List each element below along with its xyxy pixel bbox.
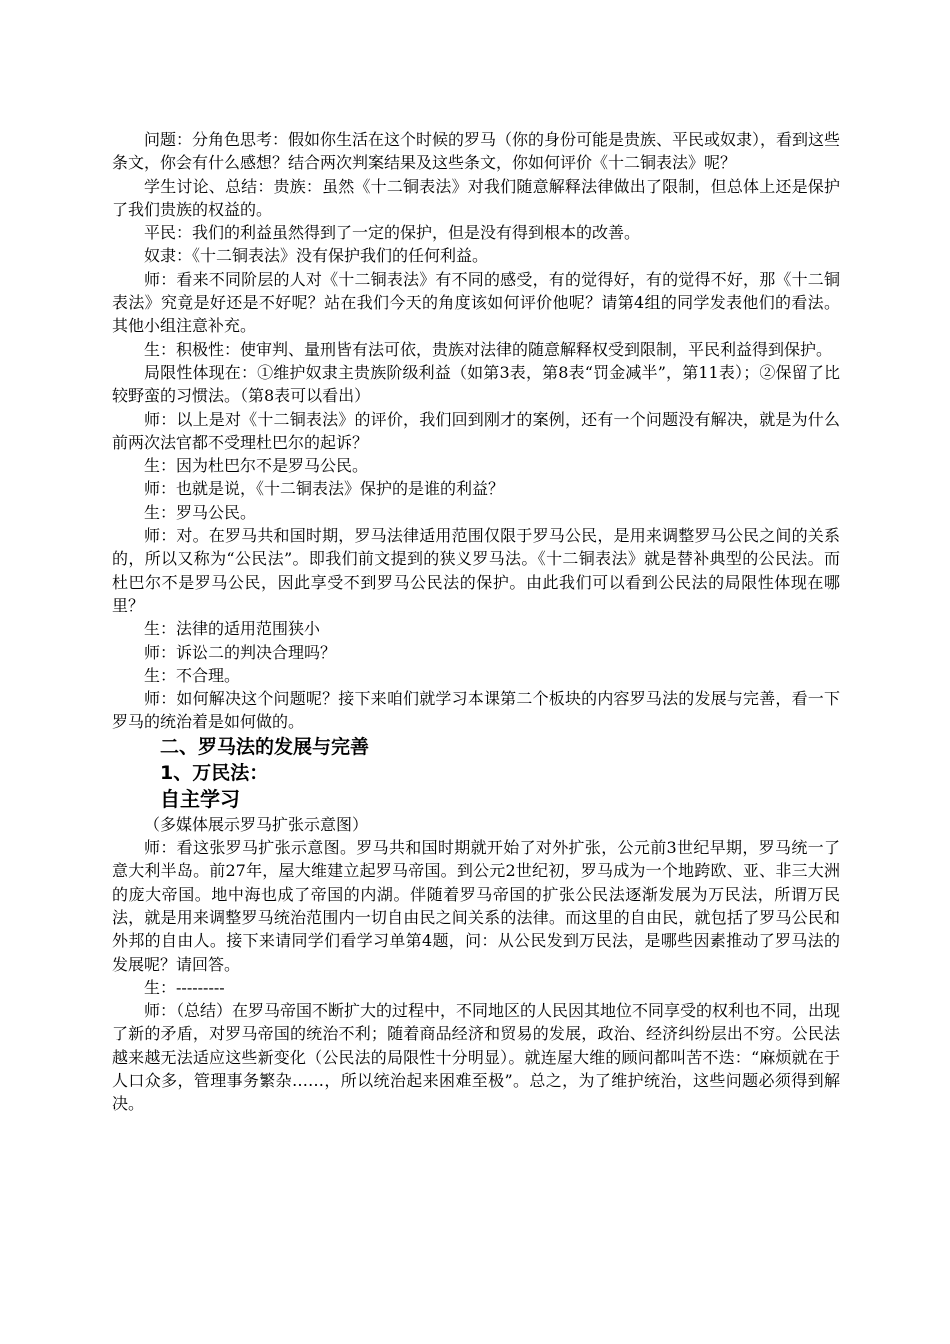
paragraph-teacher-evaluate: 师：看来不同阶层的人对《十二铜表法》有不同的感受，有的觉得好，有的觉得不好，那《十二铜表法》究竟是好还是不好呢？站在我们今天的角度该如何评价他呢？请第4组的同学发表他们的看法。其他小组注意补充。 — [112, 269, 840, 336]
paragraph-plebeian: 平民：我们的利益虽然得到了一定的保护，但是没有得到根本的改善。 — [144, 223, 641, 243]
paragraph-teacher-lawsuit: 师：诉讼二的判决合理吗？ — [144, 642, 337, 662]
paragraph-slave: 奴隶：《十二铜表法》没有保护我们的任何利益。 — [144, 246, 489, 266]
paragraph-question: 问题：分角色思考：假如你生活在这个时候的罗马（你的身份可能是贵族、平民或奴隶），看到这些条文，你会有什么感想？结合两次判案结果及这些条文，你如何评价《十二铜表法》呢？ — [112, 130, 841, 173]
paragraph-positive: 生：积极性：使审判、量刑皆有法可依，贵族对法律的随意解释权受到限制，平民利益得到保护。 — [144, 339, 833, 359]
paragraph-teacher-civil-law: 师：对。在罗马共和国时期，罗马法律适用范围仅限于罗马公民，是用来调整罗马公民之间的关系的，所以又称为“公民法”。即我们前文提到的狭义罗马法。《十二铜表法》就是替补典型的公民法。而杜巴尔不是罗马公民，因此享受不到罗马公民法的保护。由此我们可以看到公民法的局限性体现在哪里？ — [112, 526, 840, 615]
paragraph-student-roman: 生：罗马公民。 — [144, 502, 257, 522]
paragraph-student-blank: 生：--------- — [144, 977, 225, 997]
paragraph-teacher-case: 师：以上是对《十二铜表法》的评价，我们回到刚才的案例，还有一个问题没有解决，就是为什么前两次法官都不受理杜巴尔的起诉？ — [112, 409, 840, 452]
paragraph-teacher-whose: 师：也就是说，《十二铜表法》保护的是谁的利益？ — [144, 479, 505, 499]
paragraph-limitation: 局限性体现在：①维护奴隶主贵族阶级利益（如第3表，第8表“罚金减半”，第11表）；②保留了比较野蛮的习惯法。（第8表可以看出） — [112, 362, 840, 406]
subsection-heading: 1、万民法： — [160, 761, 269, 784]
section-heading: 二、罗马法的发展与完善 — [160, 735, 370, 758]
paragraph-student-unreasonable: 生：不合理。 — [144, 665, 241, 685]
self-study-heading: 自主学习 — [160, 786, 240, 811]
paragraph-student-citizen: 生：因为杜巴尔不是罗马公民。 — [144, 456, 369, 476]
paragraph-student-summary: 学生讨论、总结：贵族：虽然《十二铜表法》对我们随意解释法律做出了限制，但总体上还是保护了我们贵族的权益的。 — [112, 176, 840, 219]
paragraph-teacher-conclusion: 师：（总结）在罗马帝国不断扩大的过程中，不同地区的人民因其地位不同享受的权利也不同，出现了新的矛盾，对罗马帝国的统治不利；随着商品经济和贸易的发展，政治、经济纠纷层出不穷。公民法越来越无法适应这些新变化（公民法的局限性十分明显）。就连屋大维的顾问都叫苦不迭：“麻烦就在于人口众多，管理事务繁杂……，所以统治起来困难至极”。总之，为了维护统治，这些问题必须得到解决。 — [112, 1001, 841, 1114]
document-page — [112, 128, 840, 1116]
paragraph-multimedia: （多媒体展示罗马扩张示意图） — [144, 814, 369, 834]
paragraph-teacher-expansion: 师：看这张罗马扩张示意图。罗马共和国时期就开始了对外扩张，公元前3世纪早期，罗马统一了意大利半岛。前27年，屋大维建立起罗马帝国。到公元2世纪初，罗马成为一个地跨欧、亚、非三大洲的庞大帝国。地中海也成了帝国的内湖。伴随着罗马帝国的扩张公民法逐渐发展为万民法，所谓万民法，就是用来调整罗马统治范围内一切自由民之间关系的法律。而这里的自由民，就包括了罗马公民和外邦的自由人。接下来请同学们看学习单第4题，问：从公民发到万民法，是哪些因素推动了罗马法的发展呢？请回答。 — [112, 838, 840, 974]
paragraph-teacher-next: 师：如何解决这个问题呢？接下来咱们就学习本课第二个板块的内容罗马法的发展与完善，看一下罗马的统治着是如何做的。 — [112, 689, 840, 732]
paragraph-student-scope: 生：法律的适用范围狭小 — [144, 619, 321, 639]
